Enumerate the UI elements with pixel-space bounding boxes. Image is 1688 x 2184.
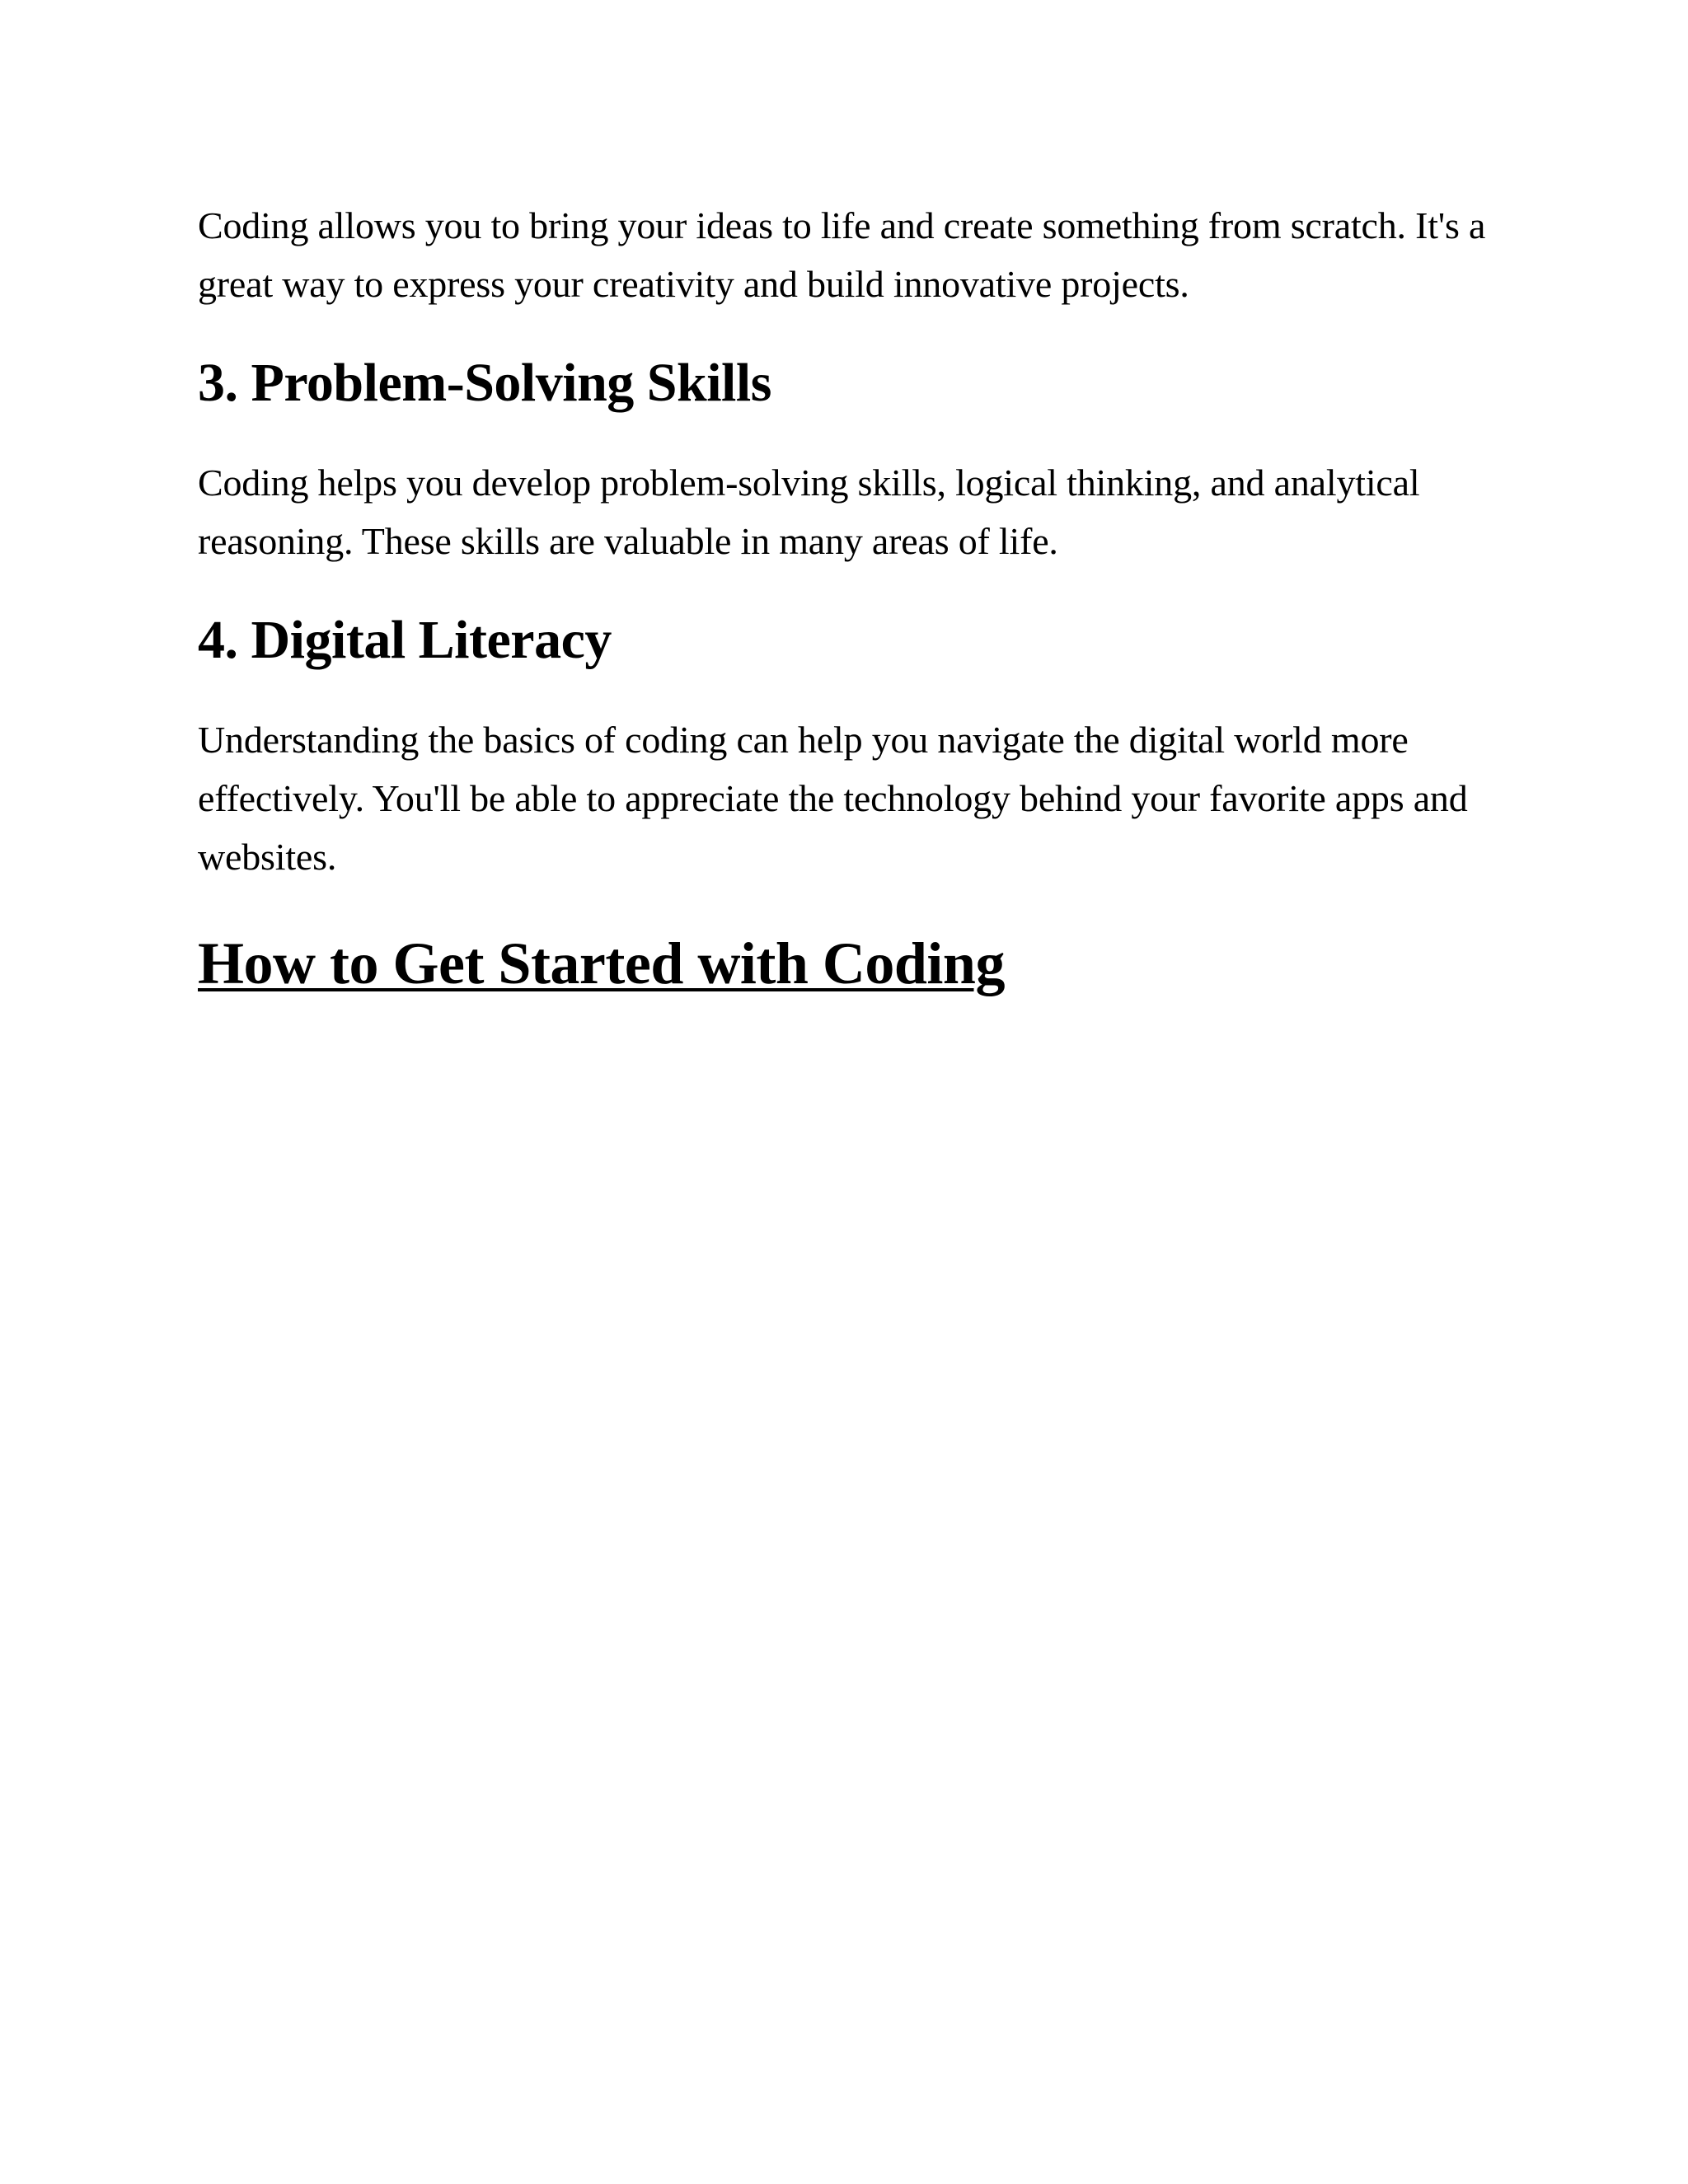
heading-problem-solving-skills: 3. Problem-Solving Skills [198,353,771,413]
heading-digital-literacy: 4. Digital Literacy [198,610,612,670]
section-title-how-to-get-started: How to Get Started with Coding [198,930,1005,996]
document-page [198,196,1500,1000]
intro-paragraph: Coding allows you to bring your ideas to life and create something from scratch. It's a great way to express your creativity and build innovative projects. [198,204,1486,305]
paragraph-problem-solving-skills: Coding helps you develop problem-solving skills, logical thinking, and analytical reasoning. These skills are valuable in many areas of life. [198,462,1420,562]
paragraph-digital-literacy: Understanding the basics of coding can help you navigate the digital world more effectively. You'll be able to appreciate the technology behind your favorite apps and websites. [198,719,1468,878]
